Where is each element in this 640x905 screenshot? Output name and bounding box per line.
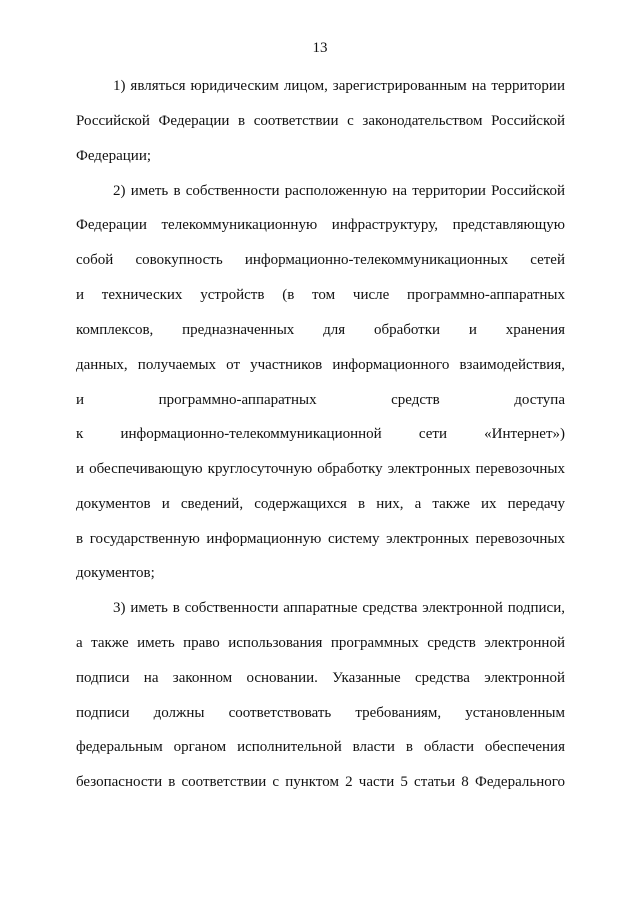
text-line: безопасности в соответствии с пунктом 2 части 5 статьи 8 Федерального — [76, 774, 565, 790]
page-number: 13 — [312, 40, 328, 56]
text-line: комплексов, предназначенных для обработки и хранения — [76, 322, 565, 338]
text-line: и обеспечивающую круглосуточную обработку электронных перевозочных — [76, 461, 565, 477]
text-line: Федерации; — [76, 148, 152, 164]
text-line: подписи должны соответствовать требованиям, установленным — [76, 705, 565, 721]
text-line: Федерации телекоммуникационную инфраструктуру, представляющую — [76, 217, 565, 233]
text-line: и программно-аппаратных средств доступа — [76, 392, 565, 408]
text-line: документов; — [76, 565, 155, 581]
text-line: 1) являться юридическим лицом, зарегистрированным на территории — [113, 78, 565, 94]
text-line: в государственную информационную систему электронных перевозочных — [76, 531, 565, 547]
text-line: 3) иметь в собственности аппаратные средства электронной подписи, — [113, 600, 565, 616]
text-line: федеральным органом исполнительной власти в области обеспечения — [76, 739, 565, 755]
text-line: данных, получаемых от участников информационного взаимодействия, — [76, 357, 565, 373]
text-line: подписи на законном основании. Указанные средства электронной — [76, 670, 565, 686]
text-line: Российской Федерации в соответствии с законодательством Российской — [76, 113, 565, 129]
text-line: а также иметь право использования программных средств электронной — [76, 635, 565, 651]
text-line: 2) иметь в собственности расположенную на территории Российской — [113, 183, 565, 199]
text-line: и технических устройств (в том числе программно-аппаратных — [76, 287, 565, 303]
text-line: к информационно-телекоммуникационной сети «Интернет») — [76, 426, 565, 442]
text-line: собой совокупность информационно-телекоммуникационных сетей — [76, 252, 565, 268]
text-line: документов и сведений, содержащихся в них, а также их передачу — [76, 496, 565, 512]
